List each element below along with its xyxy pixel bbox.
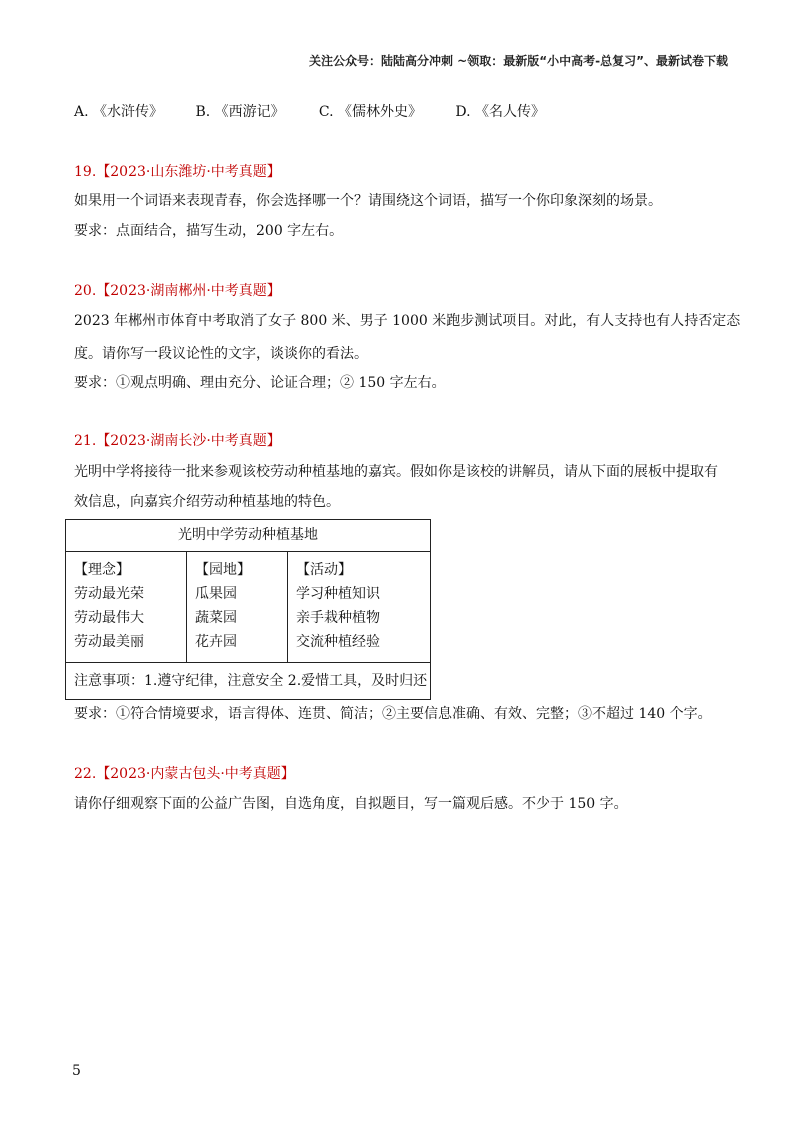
- option-a: A. 《水浒传》: [74, 104, 164, 120]
- q21-prompt-line2: 效信息，向嘉宾介绍劳动种植基地的特色。: [74, 494, 340, 510]
- column-item: 蔬菜园: [195, 610, 237, 626]
- q21-title: [74, 430, 281, 450]
- column-item: 瓜果园: [195, 586, 237, 602]
- column-header: 【活动】: [296, 562, 352, 578]
- column-item: 劳动最伟大: [74, 610, 144, 626]
- q19-prompt: 如果用一个词语来表现青春，你会选择哪一个？请围绕这个词语，描写一个你印象深刻的场景。: [74, 193, 662, 209]
- board-column-concept: [66, 552, 187, 663]
- page-number: 5: [72, 1063, 81, 1079]
- q19-tag: 【2023·山东潍坊·中考真题】: [96, 164, 281, 180]
- q21-prompt-line1: 光明中学将接待一批来参观该校劳动种植基地的嘉宾。假如你是该校的讲解员，请从下面的展板中提取有: [74, 464, 718, 480]
- q20-prompt-line2: 度。请你写一段议论性的文字，谈谈你的看法。: [74, 346, 368, 362]
- column-header: 【理念】: [74, 562, 130, 578]
- display-board-table: [65, 519, 431, 700]
- q21-tag: 【2023·湖南长沙·中考真题】: [96, 433, 281, 449]
- header-promo: 关注公众号：陆陆高分冲刺 ~领取：最新版“小中高考-总复习”、最新试卷下载: [309, 54, 728, 68]
- board-title: 光明中学劳动种植基地: [66, 520, 431, 552]
- q20-number: 20.: [74, 283, 97, 299]
- option-c: C. 《儒林外史》: [318, 104, 423, 120]
- q22-prompt: 请你仔细观察下面的公益广告图，自选角度，自拟题目，写一篇观后感。不少于 150 字。: [74, 796, 628, 812]
- board-column-activity: [288, 552, 431, 663]
- q20-requirement: 要求：①观点明确、理由充分、论证合理；② 150 字左右。: [74, 375, 446, 391]
- q21-requirement: 要求：①符合情境要求，语言得体、连贯、简洁；②主要信息准确、有效、完整；③不超过 140 个字。: [74, 706, 712, 722]
- option-d: D. 《名人传》: [455, 104, 545, 120]
- column-item: 劳动最美丽: [74, 634, 144, 650]
- q21-number: 21.: [74, 433, 97, 449]
- q20-prompt-line1: 2023 年郴州市体育中考取消了女子 800 米、男子 1000 米跑步测试项目。对此，有人支持也有人持否定态: [74, 313, 741, 329]
- option-b: B. 《西游记》: [195, 104, 285, 120]
- column-header: 【园地】: [195, 562, 251, 578]
- column-item: 劳动最光荣: [74, 586, 144, 602]
- q20-title: [74, 280, 281, 300]
- column-item: 花卉园: [195, 634, 237, 650]
- q19-requirement: 要求：点面结合，描写生动，200 字左右。: [74, 223, 344, 239]
- q20-tag: 【2023·湖南郴州·中考真题】: [96, 283, 281, 299]
- q19-number: 19.: [74, 164, 97, 180]
- column-item: 亲手栽种植物: [296, 610, 380, 626]
- q22-tag: 【2023·内蒙古包头·中考真题】: [96, 766, 295, 782]
- q22-number: 22.: [74, 766, 97, 782]
- column-item: 交流种植经验: [296, 634, 380, 650]
- board-note: 注意事项：1.遵守纪律，注意安全 2.爱惜工具，及时归还: [66, 663, 431, 700]
- q18-options: [74, 101, 545, 121]
- q22-title: [74, 763, 295, 783]
- column-item: 学习种植知识: [296, 586, 380, 602]
- board-column-garden: [187, 552, 288, 663]
- q19-title: [74, 161, 281, 181]
